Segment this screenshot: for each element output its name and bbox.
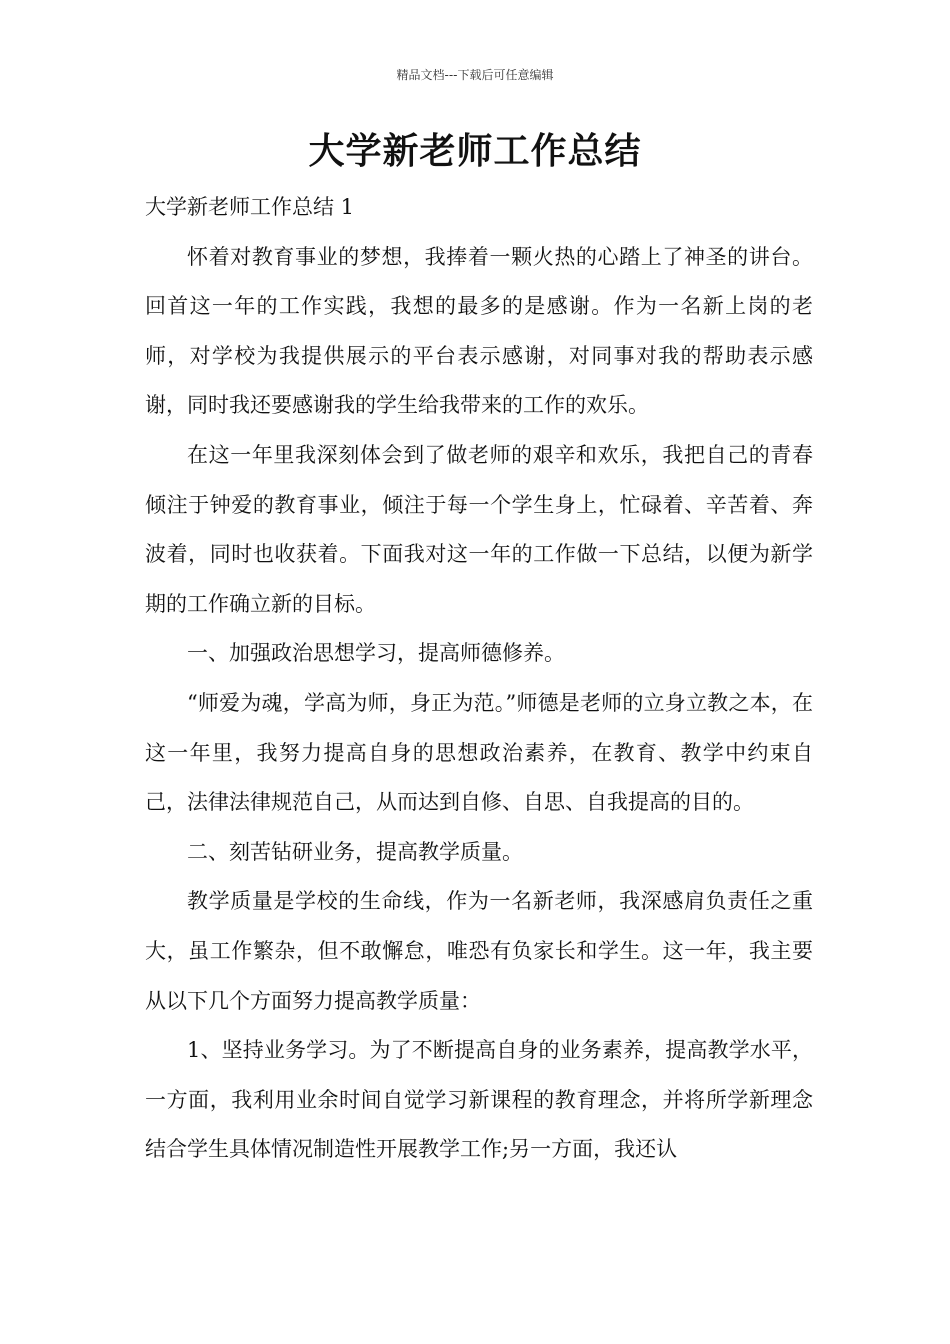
paragraph: “师爱为魂，学高为师，身正为范。”师德是老师的立身立教之本，在这一年里，我努力提高自身的思想政治素养，在教育、教学中约束自己，法律法律规范自己，从而达到自修、自思、自我提高的目的。 [145, 690, 813, 815]
paragraph: 在这一年里我深刻体会到了做老师的艰辛和欢乐，我把自己的青春倾注于钟爱的教育事业，倾注于每一个学生身上，忙碌着、辛苦着、奔波着，同时也收获着。下面我对这一年的工作做一下总结，以便为新学期的工作确立新的目标。 [145, 442, 813, 616]
paragraph: 1、坚持业务学习。为了不断提高自身的业务素养，提高教学水平，一方面，我利用业余时间自觉学习新课程的教育理念，并将所学新理念结合学生具体情况制造性开展教学工作;另一方面，我还认 [145, 1038, 813, 1162]
section-heading: 大学新老师工作总结 1 [145, 195, 355, 219]
document-title: 大学新老师工作总结 [308, 131, 642, 172]
paragraph: 二、刻苦钻研业务，提高教学质量。 [187, 839, 523, 864]
header-note: 精品文档---下载后可任意编辑 [396, 68, 554, 82]
paragraph: 怀着对教育事业的梦想，我捧着一颗火热的心踏上了神圣的讲台。回首这一年的工作实践，我想的最多的是感谢。作为一名新上岗的老师，对学校为我提供展示的平台表示感谢，对同事对我的帮助表示感谢，同时我还要感谢我的学生给我带来的工作的欢乐。 [145, 244, 813, 418]
paragraph: 一、加强政治思想学习，提高师德修养。 [187, 641, 565, 666]
document-body [145, 183, 813, 1175]
paragraph: 教学质量是学校的生命线，作为一名新老师，我深感肩负责任之重大，虽工作繁杂，但不敢懈怠，唯恐有负家长和学生。这一年，我主要从以下几个方面努力提高教学质量： [145, 889, 813, 1013]
